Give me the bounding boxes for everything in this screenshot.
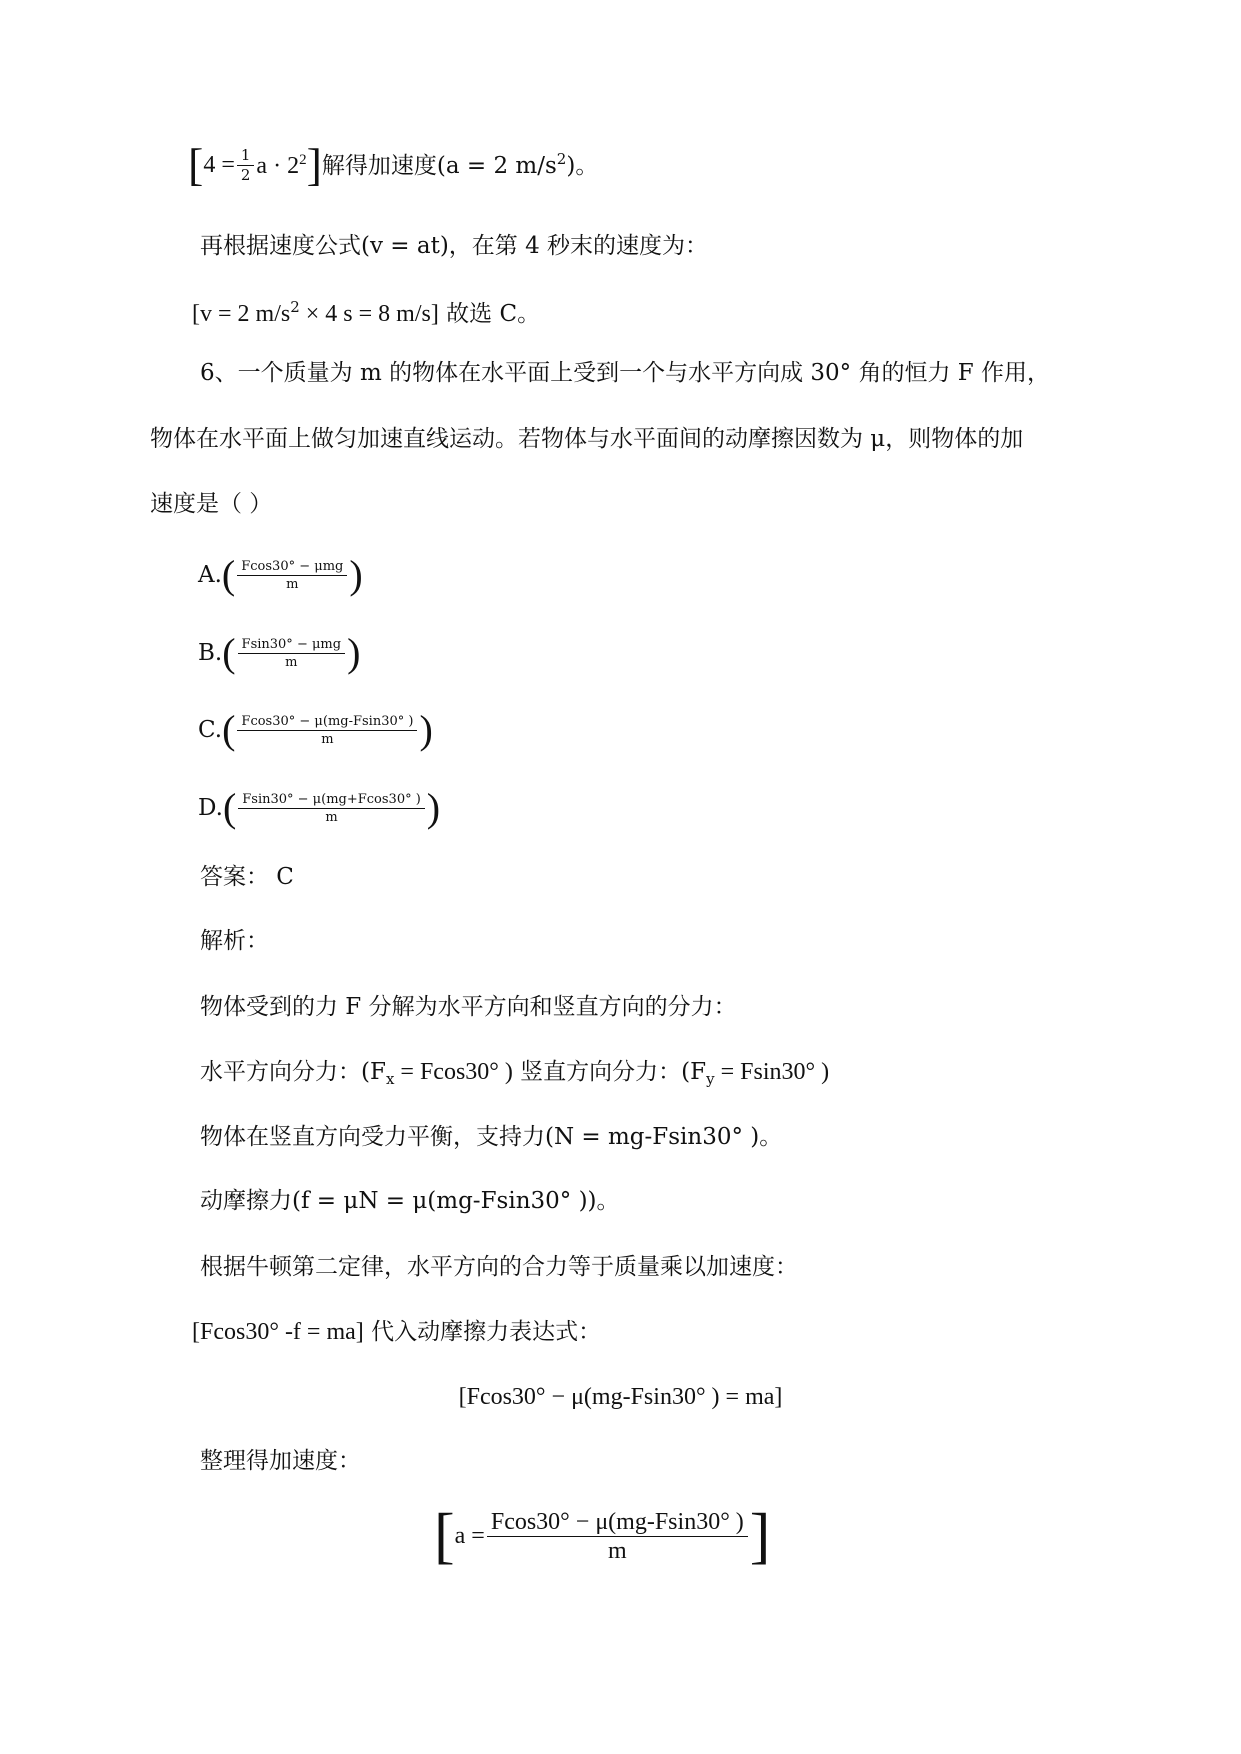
option-c-fraction: $\frac{Fcos30^\circ - \mu(mg-Fsin30^\circ )}{m}$ <box>237 715 417 746</box>
analysis-label: 解析： <box>200 928 269 954</box>
analysis-line-8: 整理得加速度： <box>200 1448 361 1474</box>
option-b-fraction: $\frac{\text{Fsin30° − μmg}}{m}$ <box>238 638 346 669</box>
option-c[interactable]: C. ( $\frac{Fcos30^\circ - \mu(mg-Fsin30^\circ )}{m}$ ) <box>198 707 433 752</box>
fraction-half: $\frac{1}{2}$ <box>237 148 255 183</box>
analysis-line-6: [Fcos30° -f = ma] 代入动摩擦力表达式： <box>192 1319 602 1345</box>
analysis-line-1: 物体受到的力 F 分解为水平方向和竖直方向的分力： <box>200 994 737 1020</box>
question-6-line-2: 物体在水平面上做匀加速直线运动。若物体与水平面间的动摩擦因数为 μ，则物体的加 <box>150 426 1024 452</box>
option-b[interactable]: B. ( $\frac{\text{Fsin30° − μmg}}{m}$ ) <box>198 630 361 675</box>
left-bracket: [ <box>188 139 204 190</box>
text-line-2: 再根据速度公式(v = at)，在第 4 秒末的速度为： <box>200 233 709 259</box>
option-a[interactable]: A. ( $\frac{\text{Fcos30° − μmg}}{m}$ ) <box>198 552 363 597</box>
analysis-line-2: 水平方向分力：($F_x = Fcos30^\circ$ ) 竖直方向分力：($F_y = Fsin30^\circ$ ) <box>200 1059 830 1088</box>
analysis-line-3: 物体在竖直方向受力平衡，支持力(N = mg-Fsin30° )。 <box>200 1124 783 1150</box>
analysis-line-7: [Fcos30° − μ(mg-Fsin30° ) = ma] <box>458 1384 783 1410</box>
line1-text: 解得加速度(a = 2 $m/s^2$)。 <box>321 150 599 179</box>
equation-line-3: [v = 2 $m/s^2 \times 4$ s = 8 m/s] 故选 C。 <box>192 298 541 327</box>
question-6-line-1: 6、一个质量为 m 的物体在水平面上受到一个与水平方向成 30° 角的恒力 F 作用， <box>200 360 1051 386</box>
option-a-fraction: $\frac{\text{Fcos30° − μmg}}{m}$ <box>237 560 347 591</box>
question-6-line-3: 速度是（ ） <box>150 491 273 517</box>
equation-line-1 <box>188 140 598 190</box>
right-bracket: ] <box>306 139 322 190</box>
option-d[interactable]: D. ( $\frac{Fsin30^\circ - \mu(mg+Fcos30^\circ )}{m}$ ) <box>198 785 441 830</box>
final-formula: [ a = $\frac{Fcos30^\circ - \mu(mg-Fsin30^\circ )}{m}$ ] <box>434 1502 771 1570</box>
analysis-line-5: 根据牛顿第二定律，水平方向的合力等于质量乘以加速度： <box>200 1254 798 1280</box>
option-d-fraction: $\frac{Fsin30^\circ - \mu(mg+Fcos30^\circ )}{m}$ <box>238 793 425 824</box>
final-fraction: $\frac{Fcos30^\circ - \mu(mg-Fsin30^\circ )}{m}$ <box>487 1510 748 1563</box>
analysis-line-4: 动摩擦力(f = μN = μ(mg-Fsin30° ))。 <box>200 1188 620 1214</box>
eq-right: $a \cdot 2^2$ <box>256 151 307 179</box>
eq-left: 4 = <box>203 152 235 178</box>
answer: 答案： C <box>200 864 294 890</box>
